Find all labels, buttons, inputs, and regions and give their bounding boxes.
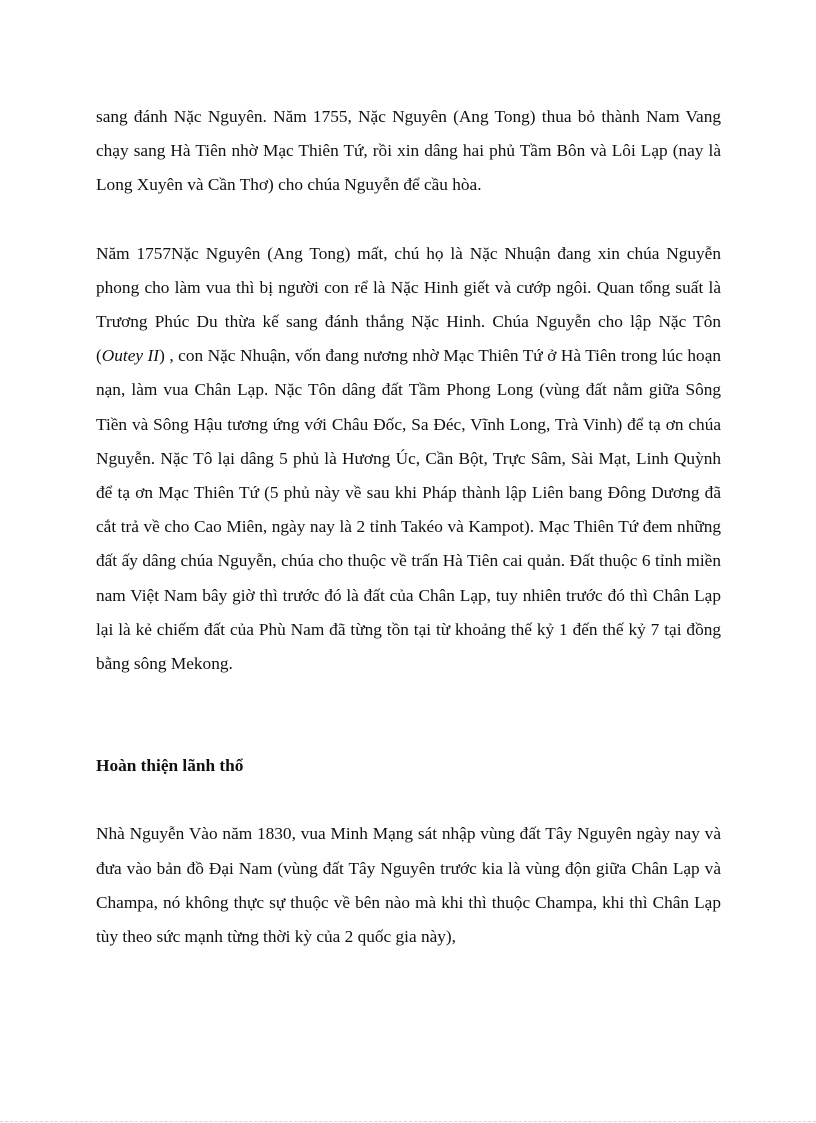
paragraph-1-text: sang đánh Nặc Nguyên. Năm 1755, Nặc Nguyên (Ang Tong) thua bỏ thành Nam Vang chạy sang Hà Tiên nhờ Mạc Thiên Tứ, rồi xin dâng hai phủ Tầm Bôn và Lôi Lạp (nay là Long Xuyên và Cần Thơ) cho chúa Nguyễn để cầu hòa.	[96, 107, 721, 195]
document-body	[96, 100, 721, 954]
paragraph-2-text-end: ) , con Nặc Nhuận, vốn đang nương nhờ Mạc Thiên Tứ ở Hà Tiên trong lúc hoạn nạn, làm vua Chân Lạp. Nặc Tôn dâng đất Tầm Phong Long (vùng đất nằm giữa Sông Tiền và Sông Hậu tương ứng với Châu Đốc, Sa Đéc, Vĩnh Long, Trà Vinh) để tạ ơn chúa Nguyễn. Nặc Tô lại dâng 5 phủ là Hương Úc, Cần Bột, Trực Sâm, Sài Mạt, Linh Quỳnh để tạ ơn Mạc Thiên Tứ (5 phủ này về sau khi Pháp thành lập Liên bang Đông Dương đã cắt trả về cho Cao Miên, ngày nay là 2 tỉnh Takéo và Kampot). Mạc Thiên Tứ đem những đất ấy dâng chúa Nguyễn, chúa cho thuộc về trấn Hà Tiên cai quản. Đất thuộc 6 tỉnh miền nam Việt Nam bây giờ thì trước đó là đất của Chân Lạp, tuy nhiên trước đó thì Chân Lạp lại là kẻ chiếm đất của Phù Nam đã từng tồn tại từ khoảng thế kỷ 1 đến thế kỷ 7 tại đồng bằng sông Mekong.	[96, 346, 722, 674]
paragraph-2-italic-term: Outey II	[101, 346, 160, 366]
paragraph-2-text-start: Năm 1757Nặc Nguyên (Ang Tong) mất, chú họ là Nặc Nhuận đang xin chúa Nguyễn phong cho làm vua thì bị người con rể là Nặc Hinh giết và cướp ngôi. Quan tổng suất là Trương Phúc Du thừa kế sang đánh thắng Nặc Hinh. Chúa Nguyễn cho lập Nặc Tôn (	[96, 243, 721, 366]
section-heading: Hoàn thiện lãnh thổ	[96, 756, 244, 776]
paragraph-3	[96, 817, 721, 954]
paragraph-1	[96, 100, 721, 203]
paragraph-2	[96, 237, 721, 682]
page-bottom-divider	[0, 1121, 816, 1122]
paragraph-3-text: Nhà Nguyễn Vào năm 1830, vua Minh Mạng sát nhập vùng đất Tây Nguyên ngày nay và đưa vào bản đồ Đại Nam (vùng đất Tây Nguyên trước kia là vùng độn giữa Chân Lạp và Champa, nó không thực sự thuộc về bên nào mà khi thì thuộc Champa, khi thì Chân Lạp tùy theo sức mạnh từng thời kỳ của 2 quốc gia này),	[96, 824, 721, 947]
